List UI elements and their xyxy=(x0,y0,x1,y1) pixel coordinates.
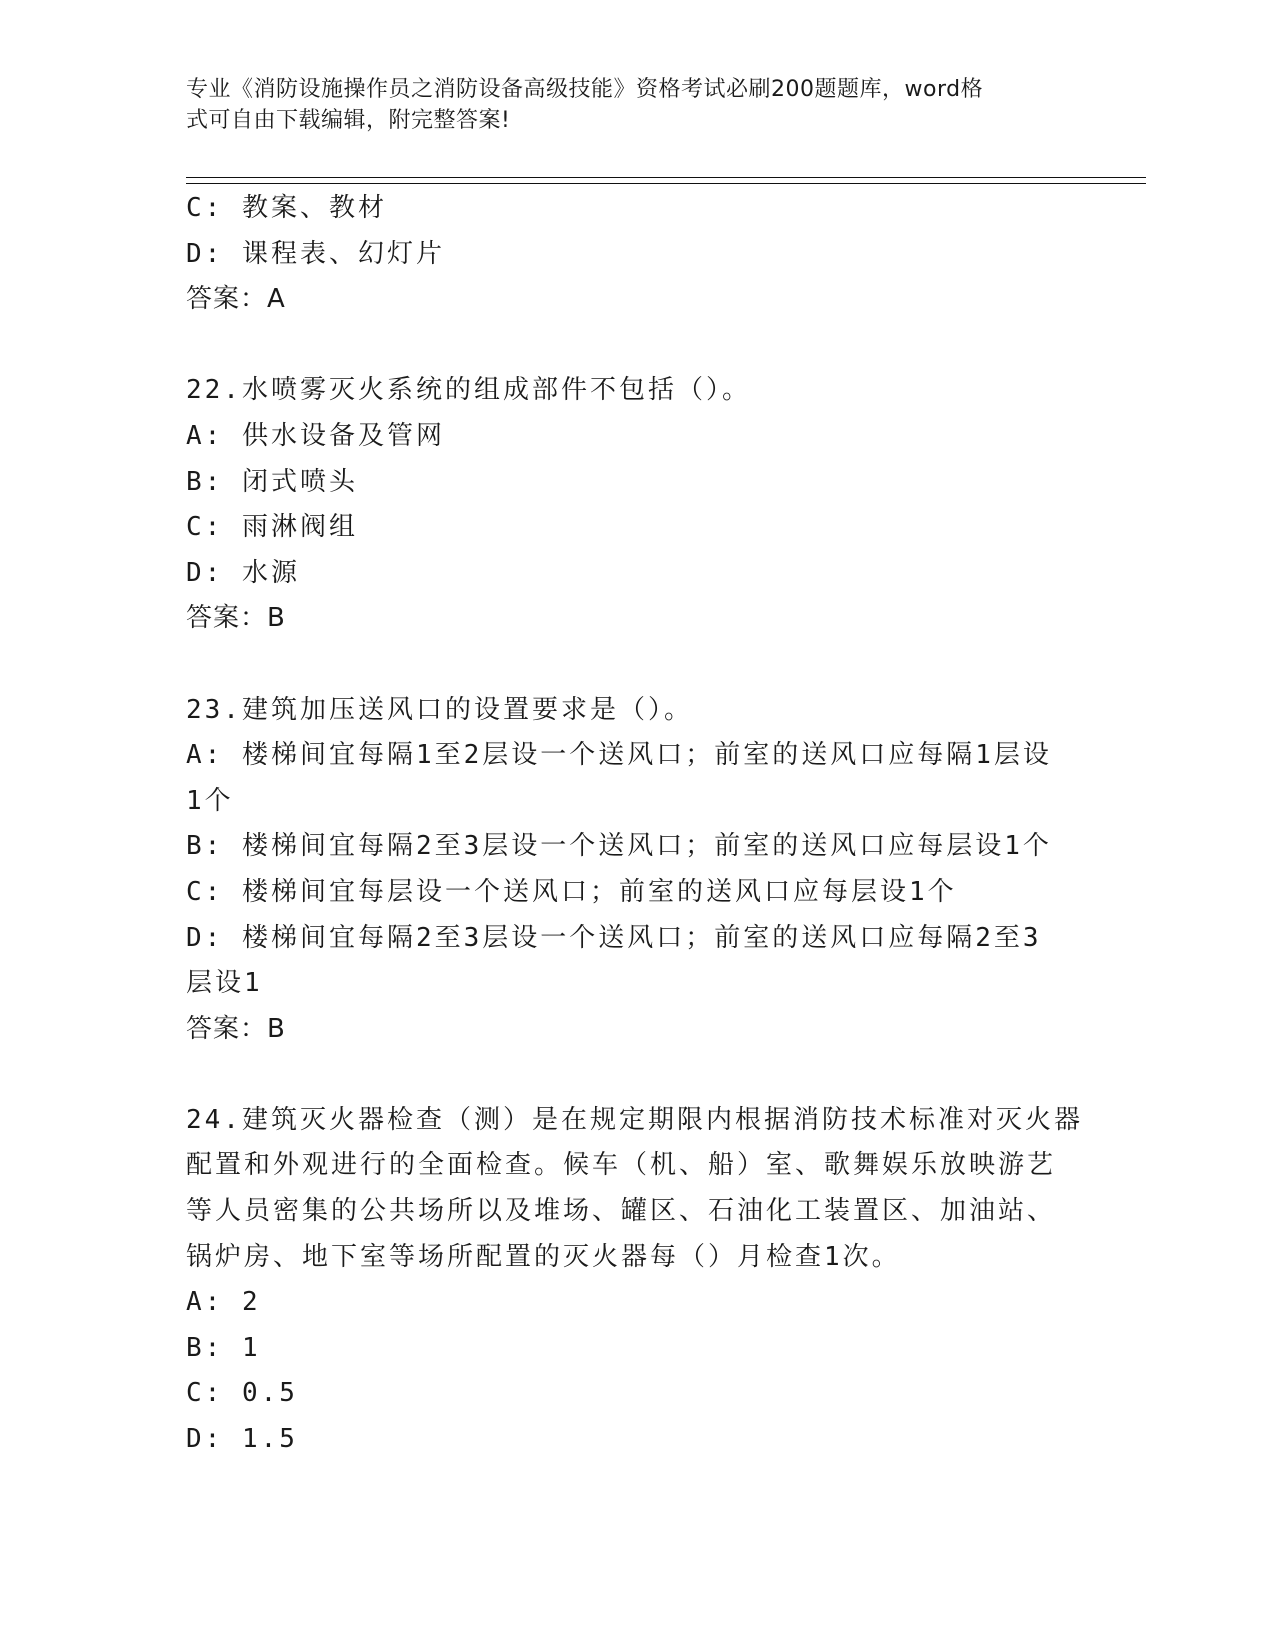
header-line-1: 专业《消防设施操作员之消防设备高级技能》资格考试必刷200题题库，word格 xyxy=(186,77,984,102)
question-stem: 23.建筑加压送风口的设置要求是（）。 xyxy=(186,694,693,725)
option-d: D: 1.5 xyxy=(186,1424,298,1455)
question-24 xyxy=(186,1098,1086,1463)
option-b: B: 闭式喷头 xyxy=(186,466,358,497)
answer: 答案：B xyxy=(186,1013,286,1044)
header-divider-top xyxy=(186,177,1146,178)
option-d: D: 课程表、幻灯片 xyxy=(186,238,445,269)
question-stem: 24.建筑灭火器检查（测）是在规定期限内根据消防技术标准对灭火器 xyxy=(186,1104,1083,1135)
option-b: B: 楼梯间宜每隔2至3层设一个送风口；前室的送风口应每层设1个 xyxy=(186,831,1052,862)
option-c: C: 雨淋阀组 xyxy=(186,512,358,543)
question-content xyxy=(186,186,1086,1463)
option-d: D: 楼梯间宜每隔2至3层设一个送风口；前室的送风口应每隔2至3 xyxy=(186,922,1042,953)
option-d: D: 水源 xyxy=(186,557,300,588)
option-d-continued: 层设1 xyxy=(186,968,263,999)
previous-question xyxy=(186,186,1086,323)
option-a: A: 供水设备及管网 xyxy=(186,420,445,451)
spacer xyxy=(186,323,1086,369)
header-line-2: 式可自由下载编辑，附完整答案! xyxy=(186,108,511,133)
question-stem-continued: 锅炉房、地下室等场所配置的灭火器每（）月检查1次。 xyxy=(186,1241,901,1272)
question-stem: 22.水喷雾灭火系统的组成部件不包括（）。 xyxy=(186,375,751,406)
question-stem-continued: 等人员密集的公共场所以及堆场、罐区、石油化工装置区、加油站、 xyxy=(186,1196,1057,1227)
document-header xyxy=(186,74,1066,136)
answer: 答案：B xyxy=(186,603,286,634)
option-a: A: 楼梯间宜每隔1至2层设一个送风口；前室的送风口应每隔1层设 xyxy=(186,740,1052,771)
option-a-continued: 1个 xyxy=(186,785,234,816)
answer: 答案：A xyxy=(186,284,286,315)
option-c: C: 楼梯间宜每层设一个送风口；前室的送风口应每层设1个 xyxy=(186,876,957,907)
option-c: C: 0.5 xyxy=(186,1378,298,1409)
question-23 xyxy=(186,688,1086,1053)
spacer xyxy=(186,1052,1086,1098)
option-c: C: 教案、教材 xyxy=(186,193,387,223)
option-a: A: 2 xyxy=(186,1287,261,1318)
option-b: B: 1 xyxy=(186,1332,261,1363)
question-stem-continued: 配置和外观进行的全面检查。候车（机、船）室、歌舞娱乐放映游艺 xyxy=(186,1150,1057,1181)
spacer xyxy=(186,642,1086,688)
question-22 xyxy=(186,368,1086,642)
header-divider-bottom xyxy=(186,183,1146,184)
